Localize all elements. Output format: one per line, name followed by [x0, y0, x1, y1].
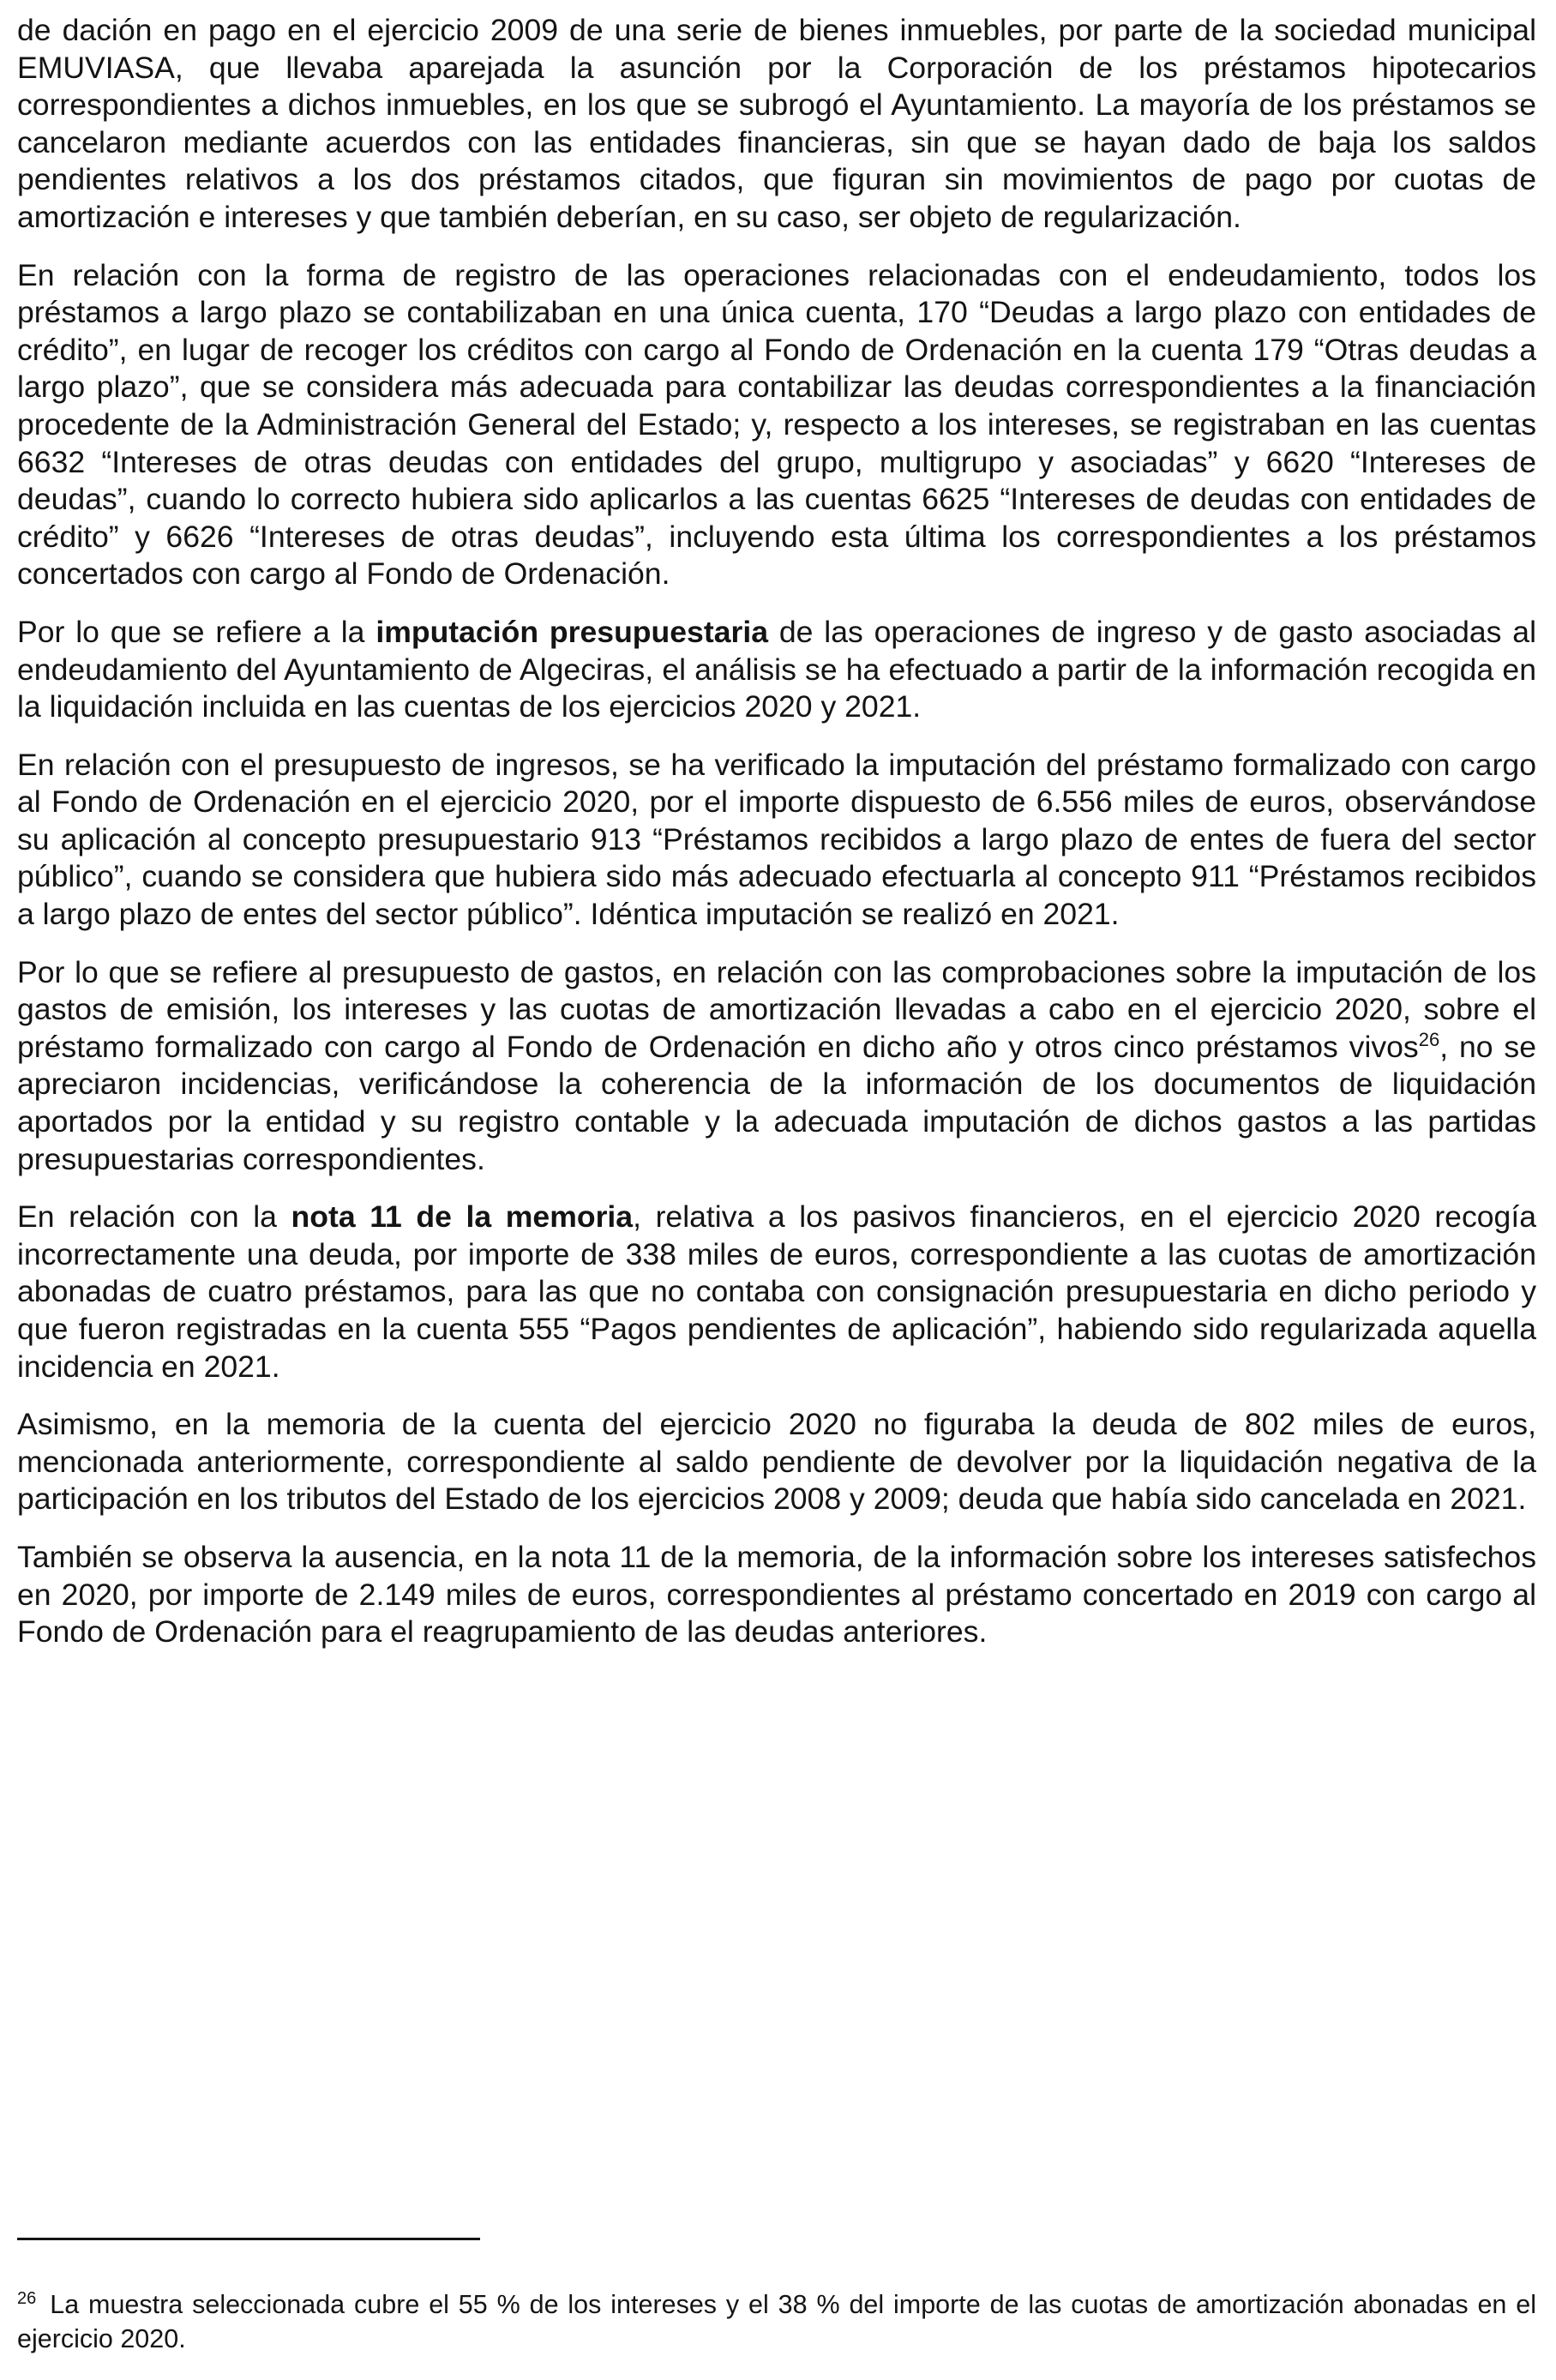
- document-body: [17, 12, 1536, 1672]
- footnote-text: La muestra seleccionada cubre el 55 % de los intereses y el 38 % del importe de las cuotas de amortización abonadas en el ejercicio 2020.: [17, 2290, 1536, 2353]
- paragraph-text: Por lo que se refiere al presupuesto de gastos, en relación con las comprobaciones sobre la imputación de los gastos de emisión, los intereses y las cuotas de amortización llevadas a cabo en el ejercicio 2020, sobre el préstamo formalizado con cargo al Fondo de Ordenación en dicho año y otros cinco préstamos vivos: [17, 954, 1536, 1064]
- footnote-number: 26: [17, 2288, 37, 2308]
- paragraph-ausencia-intereses: También se observa la ausencia, en la nota 11 de la memoria, de la información sobre los intereses satisfechos en 2020, por importe de 2.149 miles de euros, correspondientes al préstamo concertado en 2019 con cargo al Fondo de Ordenación para el reagrupamiento de las deudas anteriores.: [17, 1539, 1536, 1650]
- footnote: [17, 2287, 1536, 2356]
- paragraph-text: Por lo que se refiere a la: [17, 614, 376, 649]
- paragraph-memoria-deuda-802: Asimismo, en la memoria de la cuenta del ejercicio 2020 no figuraba la deuda de 802 miles de euros, mencionada anteriormente, correspondiente al saldo pendiente de devolver por la liquidación negativa de la participación en los tributos del Estado de los ejercicios 2008 y 2009; deuda que había sido cancelada en 2021.: [17, 1407, 1536, 1517]
- paragraph-text: En relación con la: [17, 1199, 291, 1235]
- paragraph-registro-endeudamiento: En relación con la forma de registro de las operaciones relacionadas con el endeudamiento, todos los préstamos a largo plazo se contabilizaban en una única cuenta, 170 “Deudas a largo plazo con entidades de crédito”, en lugar de recoger los créditos con cargo al Fondo de Ordenación en la cuenta 179 “Otras deudas a largo plazo”, que se considera más adecuada para contabilizar las deudas correspondientes a la financiación procedente de la Administración General del Estado; y, respecto a los intereses, se registraban en las cuentas 6632 “Intereses de otras deudas con entidades del grupo, multigrupo y asociadas” y 6620 “Intereses de deudas”, cuando lo correcto hubiera sido aplicarlos a las cuentas 6625 “Intereses de deudas con entidades de crédito” y 6626 “Intereses de otras deudas”, incluyendo esta última los correspondientes a los préstamos concertados con cargo al Fondo de Ordenación.: [17, 257, 1536, 592]
- paragraph-presupuesto-ingresos: En relación con el presupuesto de ingresos, se ha verificado la imputación del préstamo formalizado con cargo al Fondo de Ordenación en el ejercicio 2020, por el importe dispuesto de 6.556 miles de euros, observándose su aplicación al concepto presupuestario 913 “Préstamos recibidos a largo plazo de entes de fuera del sector público”, cuando se considera que hubiera sido más adecuado efectuarla al concepto 911 “Préstamos recibidos a largo plazo de entes del sector público”. Idéntica imputación se realizó en 2021.: [17, 747, 1536, 932]
- bold-term-imputacion-presupuestaria: imputación presupuestaria: [375, 614, 768, 649]
- paragraph-presupuesto-gastos: [17, 954, 1536, 1179]
- paragraph-text: , relativa a los pasivos financieros, en el ejercicio 2020 recogía incorrectamente una deuda, por importe de 338 miles de euros, correspondiente a las cuotas de amortización abonadas de cuatro préstamos, para las que no contaba con consignación presupuestaria en dicho periodo y que fueron registradas en la cuenta 555 “Pagos pendientes de aplicación”, habiendo sido regularizada aquella incidencia en 2021.: [17, 1199, 1536, 1384]
- paragraph-dacion-en-pago: de dación en pago en el ejercicio 2009 de una serie de bienes inmuebles, por parte de la sociedad municipal EMUVIASA, que llevaba aparejada la asunción por la Corporación de los préstamos hipotecarios correspondientes a dichos inmuebles, en los que se subrogó el Ayuntamiento. La mayoría de los préstamos se cancelaron mediante acuerdos con las entidades financieras, sin que se hayan dado de baja los saldos pendientes relativos a los dos préstamos citados, que figuran sin movimientos de pago por cuotas de amortización e intereses y que también deberían, en su caso, ser objeto de regularización.: [17, 13, 1536, 234]
- bold-term-nota-11: nota 11 de la memoria: [291, 1199, 634, 1235]
- paragraph-text: , no se apreciaron incidencias, verificándose la coherencia de la información de los documentos de liquidación aportados por la entidad y su registro contable y la adecuada imputación de dichos gastos a las partidas presupuestarias correspondientes.: [17, 1029, 1536, 1176]
- footnote-reference: 26: [1418, 1028, 1440, 1050]
- footnote-divider: [17, 2238, 480, 2240]
- paragraph-imputacion-presupuestaria: [17, 614, 1536, 726]
- paragraph-text: de las operaciones de ingreso y de gasto asociadas al endeudamiento del Ayuntamiento de Algeciras, el análisis se ha efectuado a partir de la información recogida en la liquidación incluida en las cuentas de los ejercicios 2020 y 2021.: [17, 614, 1537, 724]
- paragraph-nota-11-memoria: [17, 1199, 1536, 1385]
